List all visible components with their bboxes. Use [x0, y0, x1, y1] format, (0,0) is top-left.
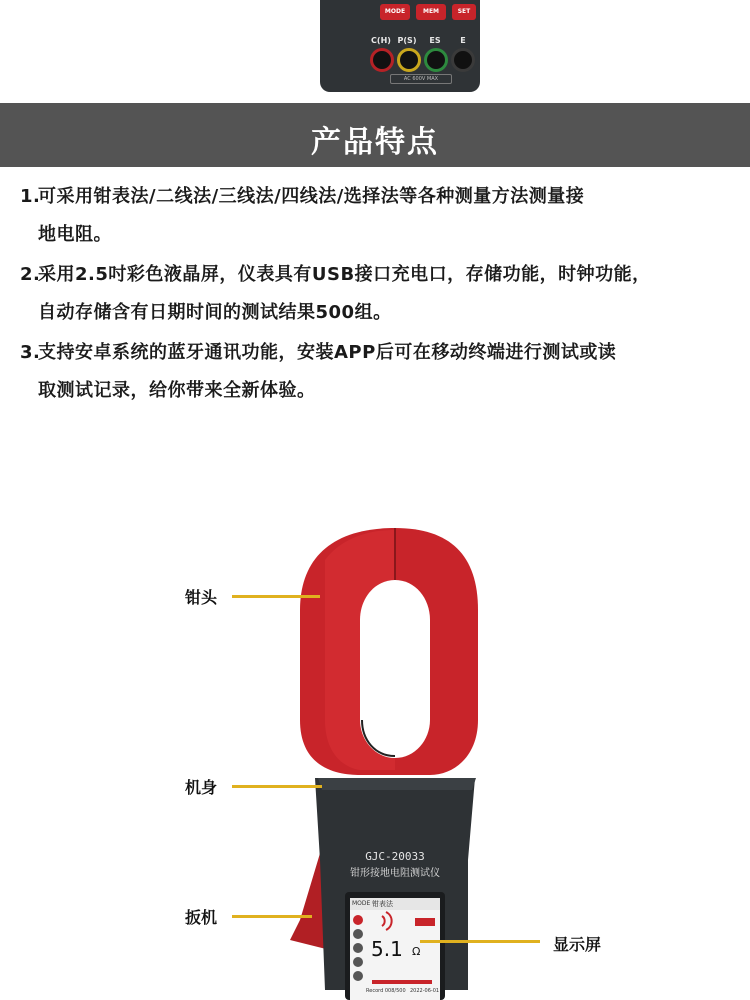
- clamp-meter-illustration: [0, 520, 750, 1000]
- voltage-label: AC 600V MAX: [390, 74, 452, 84]
- feature-text: 地电阻。: [38, 224, 112, 245]
- pointer-trigger: [232, 915, 312, 918]
- clamp-meter-image: [0, 520, 750, 1000]
- feature-number: 3.: [20, 342, 41, 363]
- terminal-label-ps: P(S): [397, 36, 417, 45]
- jack-ps: [397, 48, 421, 72]
- screen-mode-name: 钳表法: [372, 900, 393, 908]
- jack-ch: [370, 48, 394, 72]
- screen-unit: Ω: [412, 945, 421, 958]
- label-display: 显示屏: [553, 935, 602, 954]
- feature-text: 采用2.5吋彩色液晶屏，仪表具有USB接口充电口，存储功能，时钟功能，: [38, 264, 651, 285]
- pointer-jaw: [232, 595, 320, 598]
- mem-key: MEM: [416, 4, 446, 20]
- label-jaw: 钳头: [185, 588, 218, 607]
- terminal-device-image: [320, 0, 480, 92]
- terminal-label-e: E: [460, 36, 466, 45]
- feature-number: 2.: [20, 264, 41, 285]
- feature-text: 取测试记录，给你带来全新体验。: [38, 380, 316, 401]
- screen-date: 2022-06-01: [410, 988, 440, 994]
- terminal-label-ch: C(H): [371, 36, 391, 45]
- feature-text: 支持安卓系统的蓝牙通讯功能，安装APP后可在移动终端进行测试或读: [38, 342, 617, 363]
- set-key: SET: [452, 4, 476, 20]
- jack-e: [451, 48, 475, 72]
- jack-es: [424, 48, 448, 72]
- pointer-body: [232, 785, 322, 788]
- mode-key: MODE: [380, 4, 410, 20]
- terminal-label-es: ES: [429, 36, 441, 45]
- screen-reading: 5.1: [371, 937, 403, 961]
- feature-text: 自动存储含有日期时间的测试结果500组。: [38, 302, 392, 323]
- model-number: GJC-20033: [365, 850, 425, 863]
- label-trigger: 扳机: [185, 908, 218, 927]
- feature-text: 可采用钳表法/二线法/三线法/四线法/选择法等各种测量方法测量接: [38, 186, 585, 207]
- jaw-opening: [360, 580, 430, 758]
- screen-mode-tag: MODE: [352, 900, 371, 907]
- screen-record: Record 008/500: [366, 988, 406, 994]
- label-body: 机身: [185, 778, 218, 797]
- section-header: [0, 103, 750, 167]
- section-title: 产品特点: [311, 125, 439, 160]
- pointer-display: [420, 940, 540, 943]
- product-name: 钳形接地电阻测试仪: [350, 868, 440, 879]
- feature-number: 1.: [20, 186, 41, 207]
